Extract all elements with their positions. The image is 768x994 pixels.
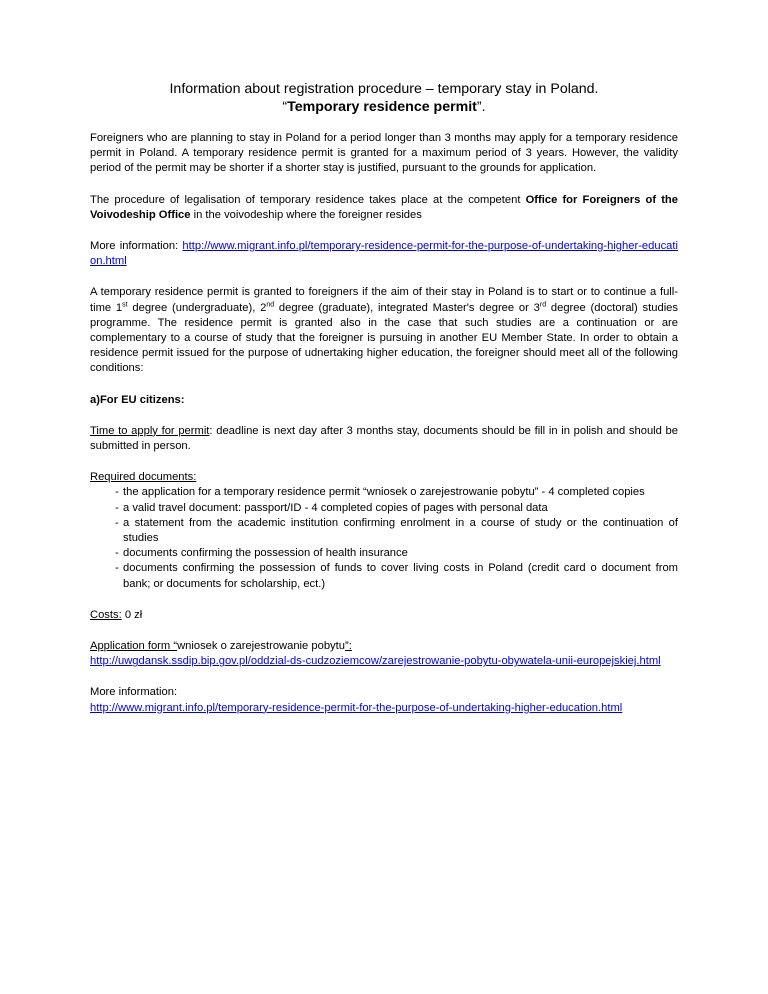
more-info-paragraph-2 (90, 685, 678, 715)
application-form-link[interactable]: http://uwgdansk.ssdip.bip.gov.pl/oddzial-ds-cudzoziemcow/zarejestrowanie-pobytu-obywatela-unii-europejskiej.html (90, 655, 661, 668)
more-info-label-2: More information: (90, 686, 178, 699)
granted-text-3: degree (graduate), integrated Master's degree or 3 (274, 301, 540, 314)
dash-bullet: - (115, 486, 119, 499)
list-item-text: a valid travel document: passport/ID - 4 completed copies of pages with personal data (123, 501, 548, 514)
dash-bullet: - (115, 501, 119, 514)
required-documents-section (90, 470, 678, 592)
application-form-paragraph (90, 639, 678, 669)
document-title (90, 80, 678, 116)
application-form-label: Application form “ (90, 640, 178, 653)
application-form-close: ”: (344, 640, 352, 653)
list-item (90, 485, 678, 500)
more-info-link-2[interactable]: http://www.migrant.info.pl/temporary-residence-permit-for-the-purpose-of-undertaking-higher-education.html (90, 701, 623, 714)
required-documents-heading: Required documents: (90, 471, 197, 484)
title-quote-close: ”. (476, 99, 486, 115)
more-info-label-1: More information: (90, 240, 183, 253)
list-item (90, 516, 678, 546)
list-item-text: documents confirming the possession of funds to cover living costs in Poland (credit card o document from bank; or documents for scholarship, ect.) (123, 562, 678, 590)
dash-bullet: - (115, 547, 119, 560)
list-item-text: documents confirming the possession of health insurance (123, 547, 408, 560)
costs-paragraph (90, 608, 678, 623)
time-to-apply-paragraph (90, 424, 678, 454)
granted-text-4: degree (doctoral) studies programme. The residence permit is granted also in the case that such studies are a continuation or are complementary to a course of study that the foreigner is pursuing in another EU Member State. In order to obtain a residence permit issued for the purpose of udnertaking higher education, the foreigner should meet all of the following conditions: (90, 301, 678, 375)
sup-st: st (122, 300, 128, 308)
document-body (90, 80, 678, 732)
procedure-text-post: in the voivodeship where the foreigner resides (190, 208, 422, 221)
list-item-text: the application for a temporary residence permit “wniosek o zarejestrowanie pobytu” - 4 completed copies (123, 486, 645, 499)
title-line-1: Information about registration procedure – temporary stay in Poland. (169, 81, 599, 97)
list-item-text: a statement from the academic institution confirming enrolment in a course of study or the continuation of studies (123, 516, 678, 545)
list-item (90, 546, 678, 561)
list-item (90, 501, 678, 516)
sup-rd: rd (539, 300, 547, 308)
list-item (90, 561, 678, 591)
sup-nd: nd (266, 300, 275, 308)
eu-citizens-heading: a)For EU citizens: (90, 393, 185, 406)
granted-text-2: degree (undergraduate), 2 (127, 301, 267, 314)
costs-label: Costs: (90, 608, 122, 621)
procedure-text-pre: The procedure of legalisation of temporary residence takes place at the competent (90, 193, 526, 206)
office-name: Office for Foreigners of the Voivodeship Office (90, 193, 678, 221)
time-to-apply-label: Time to apply for permit (90, 424, 210, 437)
title-permit-name: Temporary residence permit (287, 99, 477, 115)
costs-value: 0 zł (121, 608, 143, 621)
required-documents-list (90, 485, 678, 591)
dash-bullet: - (115, 562, 119, 575)
time-to-apply-text: : deadline is next day after 3 months stay, documents should be fill in in polish and should be submitted in person. (90, 424, 679, 453)
procedure-paragraph (90, 193, 678, 223)
title-quote-open: “ (282, 99, 288, 115)
application-form-name: wniosek o zarejestrowanie pobytu (177, 640, 345, 653)
dash-bullet: - (115, 516, 119, 529)
more-info-link-1[interactable]: http://www.migrant.info.pl/temporary-residence-permit-for-the-purpose-of-undertaking-higher-education.html (90, 240, 678, 268)
more-info-paragraph-1 (90, 239, 678, 269)
granted-paragraph (90, 285, 678, 376)
granted-text-1: A temporary residence permit is granted to foreigners if the aim of their stay in Poland is to start or to continue a full-time 1 (90, 286, 678, 314)
intro-paragraph: Foreigners who are planning to stay in Poland for a period longer than 3 months may apply for a temporary residence permit in Poland. A temporary residence permit is granted for a maximum period of 3 years. However, the validity period of the permit may be shorter if a shorter stay is justified, pursuant to the grounds for application. (90, 132, 678, 175)
title-line-2 (90, 98, 678, 116)
